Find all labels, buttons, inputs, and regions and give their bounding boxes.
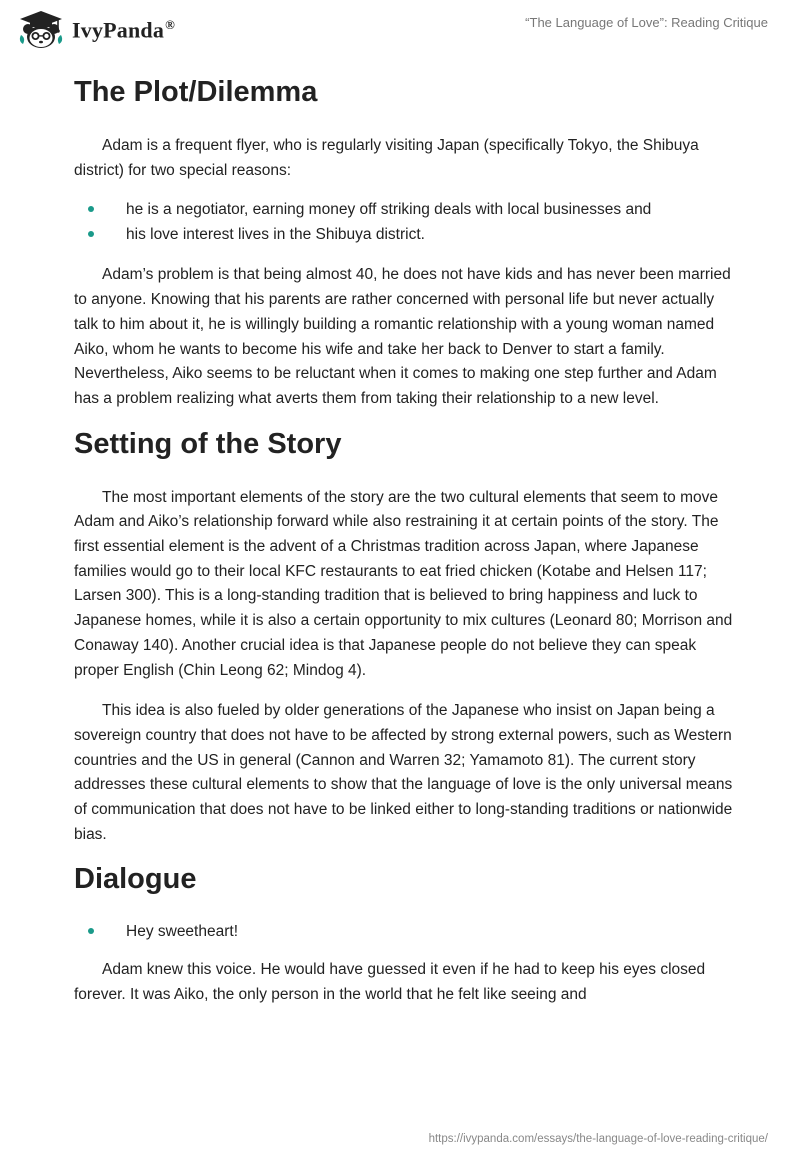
bullet-dot [88, 928, 94, 934]
section-heading-setting: Setting of the Story [74, 427, 342, 460]
source-url[interactable]: https://ivypanda.com/essays/the-language-of-love-reading-critique/ [428, 1133, 768, 1145]
paragraph-setting-elements: The most important elements of the story are the two cultural elements that seem to move Adam and Aiko’s relationship forward while also restraining it at certain points of the story. The first essential element is the advent of a Christmas tradition across Japan, where Japanese families would go to their local KFC restaurants to eat fried chicken (Kotabe and Helsen 117; Larsen 300). This is a long-standing tradition that is believed to bring happiness and luck to Japanese homes, while it is also a certain opportunity to mix cultures (Leonard 80; Morrison and Conaway 140). Another crucial idea is that Japanese people do not believe they can speak proper English (Chin Leong 62; Mindog 4). [74, 488, 733, 679]
essay-body [74, 70, 734, 1008]
bullet-list-dialogue [74, 919, 734, 944]
list-item: Hey sweetheart! [74, 919, 734, 944]
panda-graduate-icon [16, 10, 66, 50]
ivypanda-logo[interactable] [16, 10, 175, 50]
list-item: his love interest lives in the Shibuya district. [74, 222, 734, 247]
brand-name: IvyPanda® [72, 16, 175, 43]
list-item: he is a negotiator, earning money off striking deals with local businesses and [74, 197, 734, 222]
page-header [0, 0, 800, 64]
bullet-list-reasons [74, 197, 734, 247]
paragraph-dialogue-voice: Adam knew this voice. He would have guessed it even if he had to keep his eyes closed forever. It was Aiko, the only person in the world that he felt like seeing and [74, 961, 706, 1004]
paragraph-plot-intro: Adam is a frequent flyer, who is regularly visiting Japan (specifically Tokyo, the Shibuya district) for two special reasons: [74, 137, 699, 179]
paragraph-setting-idea: This idea is also fueled by older generations of the Japanese who insist on Japan being a sovereign country that does not have to be affected by strong external powers, such as Western countries and the US in general (Cannon and Warren 32; Yamamoto 81). The current story addresses these cultural elements to show that the language of love is the only universal means of communication that does not have to be linked either to long-standing traditions or nationwide bias. [74, 702, 733, 843]
section-heading-plot: The Plot/Dilemma [74, 76, 318, 108]
paragraph-plot-problem: Adam’s problem is that being almost 40, he does not have kids and has never been married to anyone. Knowing that his parents are rather concerned with personal life but never actually talk to him about it, he is willingly building a romantic relationship with a young woman named Aiko, whom he wants to become his wife and take her back to Denver to start a family. Nevertheless, Aiko seems to be reluctant when it comes to making one step further and Adam has a problem realizing what averts them from taking their relationship to a new level. [74, 266, 731, 407]
document-title: “The Language of Love”: Reading Critique [525, 15, 768, 30]
section-heading-dialogue: Dialogue [74, 863, 197, 896]
bullet-dot [88, 206, 94, 212]
bullet-dot [88, 231, 94, 237]
